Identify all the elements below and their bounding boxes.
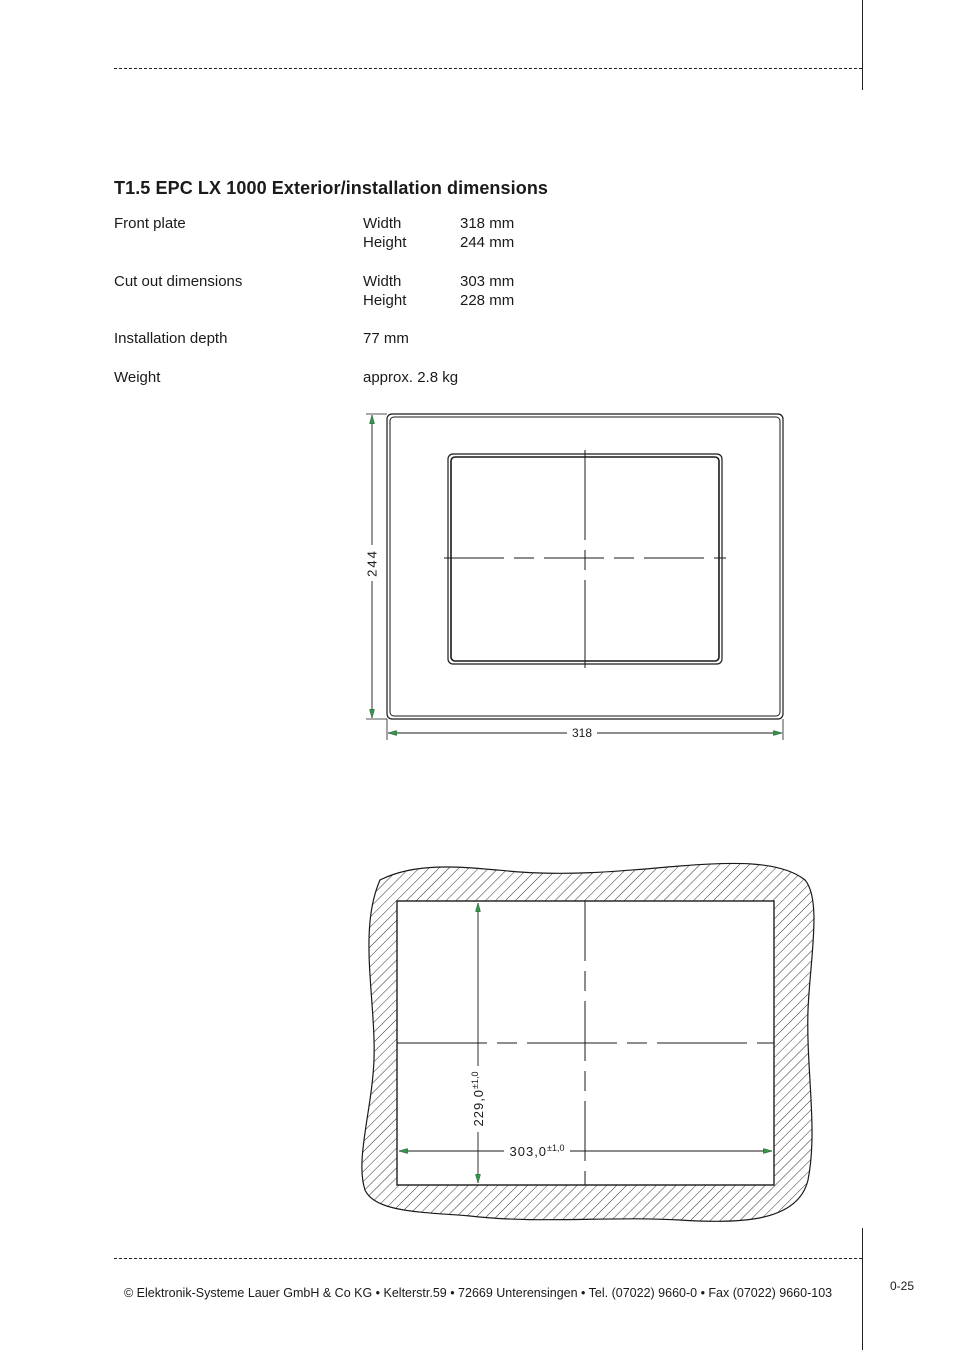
cut-out-label: Cut out dimensions bbox=[114, 273, 243, 290]
height-dimension-label: 244 bbox=[364, 549, 380, 577]
page-number: 0-25 bbox=[890, 1279, 915, 1293]
footer-margin-bar bbox=[862, 1228, 863, 1350]
cut-out-height-label: 229,0±1,0 bbox=[470, 1071, 486, 1127]
front-plate-height-value: 244 mm bbox=[460, 234, 515, 251]
front-plate-width-value: 318 mm bbox=[460, 215, 515, 232]
weight-value: approx. 2.8 kg bbox=[363, 369, 459, 386]
cut-out-height-label: Height bbox=[363, 292, 407, 309]
cut-out-height-value: 228 mm bbox=[460, 292, 515, 309]
cut-out-width-label: 303,0±1,0 bbox=[509, 1143, 565, 1159]
depth-value: 77 mm bbox=[363, 330, 409, 347]
panel-hatched-wall bbox=[362, 863, 814, 1221]
front-plate-height-label: Height bbox=[363, 234, 407, 251]
front-plate-label: Front plate bbox=[114, 215, 186, 232]
cut-out-width-label: Width bbox=[363, 273, 402, 290]
cut-out-width-value: 303 mm bbox=[460, 273, 515, 290]
footer-dashed-rule bbox=[114, 1258, 862, 1259]
front-plate-width-label: Width bbox=[363, 215, 402, 232]
footer-copyright: © Elektronik-Systeme Lauer GmbH & Co KG • Kelterstr.59 • 72669 Unterensingen • Tel. (07022) 9660-0 • Fax (07022) 9660-103 bbox=[124, 1286, 833, 1300]
width-dimension-label: 318 bbox=[571, 726, 593, 740]
section-title: T1.5 EPC LX 1000 Exterior/installation dimensions bbox=[114, 178, 549, 198]
depth-label: Installation depth bbox=[114, 330, 228, 347]
weight-label: Weight bbox=[114, 369, 161, 386]
